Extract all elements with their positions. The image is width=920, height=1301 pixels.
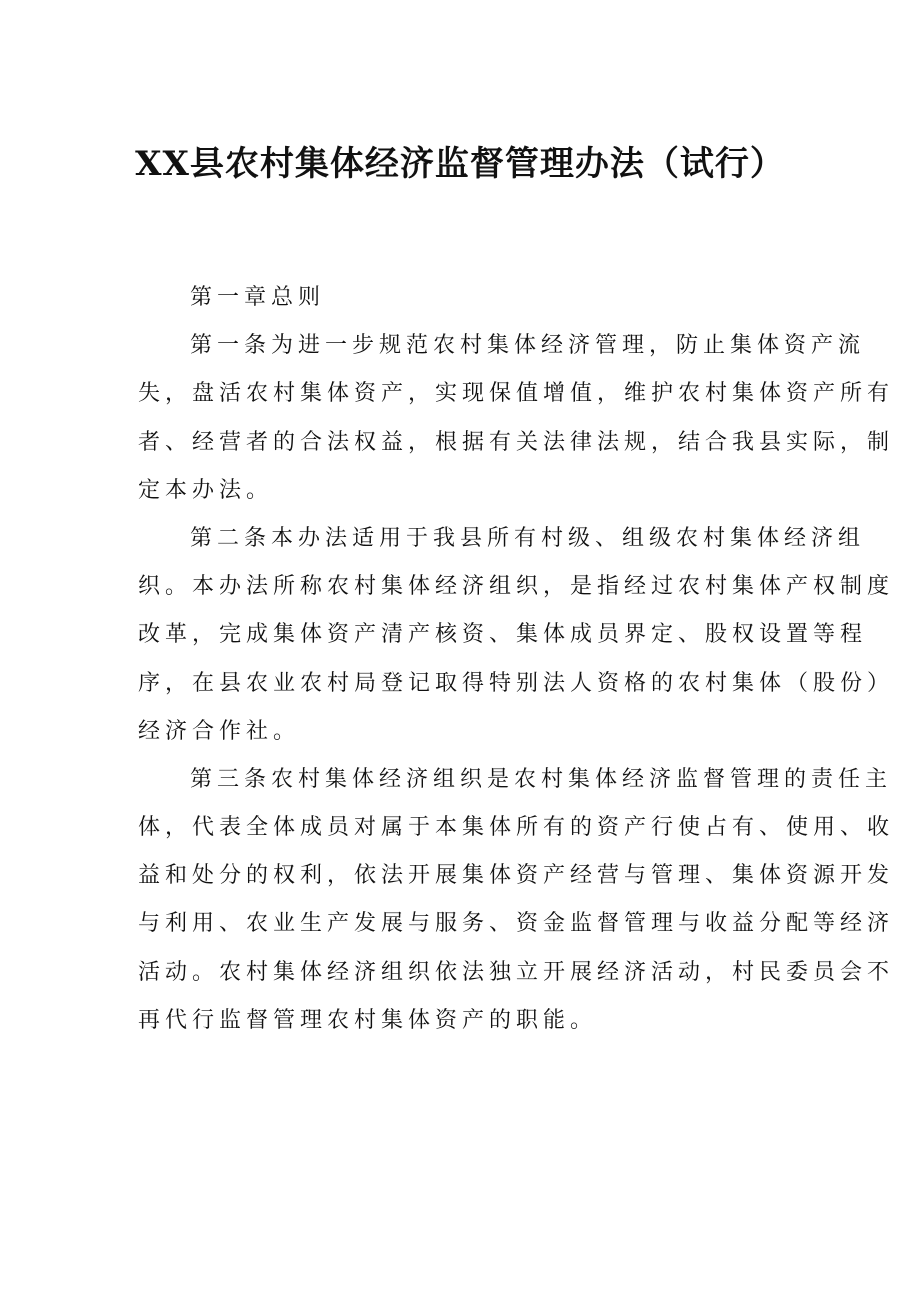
paragraph-line: 第三条农村集体经济组织是农村集体经济监督管理的责任主 — [190, 766, 893, 792]
paragraph-line: 第二条本办法适用于我县所有村级、组级农村集体经济组 — [190, 525, 866, 551]
paragraph-line: 益和处分的权利，依法开展集体资产经营与管理、集体资源开发 — [138, 863, 895, 889]
paragraph-line: 经济合作社。 — [138, 718, 301, 744]
paragraph-line: 失，盘活农村集体资产，实现保值增值，维护农村集体资产所有 — [138, 381, 895, 407]
paragraph-line: 再代行监督管理农村集体资产的职能。 — [138, 1007, 598, 1033]
paragraph-line: 定本办法。 — [138, 477, 274, 503]
article-paragraph — [138, 756, 895, 1045]
document-body — [138, 274, 895, 1045]
paragraph-line: 织。本办法所称农村集体经济组织，是指经过农村集体产权制度 — [138, 574, 895, 600]
article-paragraph — [138, 322, 895, 515]
paragraph-line: 序，在县农业农村局登记取得特别法人资格的农村集体（股份） — [138, 670, 895, 696]
document-title: XX县农村集体经济监督管理办法（试行） — [135, 144, 785, 184]
paragraph-line: 活动。农村集体经济组织依法独立开展经济活动，村民委员会不 — [138, 959, 895, 985]
chapter-heading: 第一章总则 — [190, 285, 326, 310]
paragraph-line: 改革，完成集体资产清产核资、集体成员界定、股权设置等程 — [138, 622, 868, 648]
paragraph-line: 体，代表全体成员对属于本集体所有的资产行使占有、使用、收 — [138, 815, 895, 841]
article-paragraph — [138, 515, 895, 756]
paragraph-line: 者、经营者的合法权益，根据有关法律法规，结合我县实际，制 — [138, 429, 895, 455]
paragraph-line: 与利用、农业生产发展与服务、资金监督管理与收益分配等经济 — [138, 911, 895, 937]
paragraph-line: 第一条为进一步规范农村集体经济管理，防止集体资产流 — [190, 333, 866, 359]
article-list — [138, 322, 895, 1045]
